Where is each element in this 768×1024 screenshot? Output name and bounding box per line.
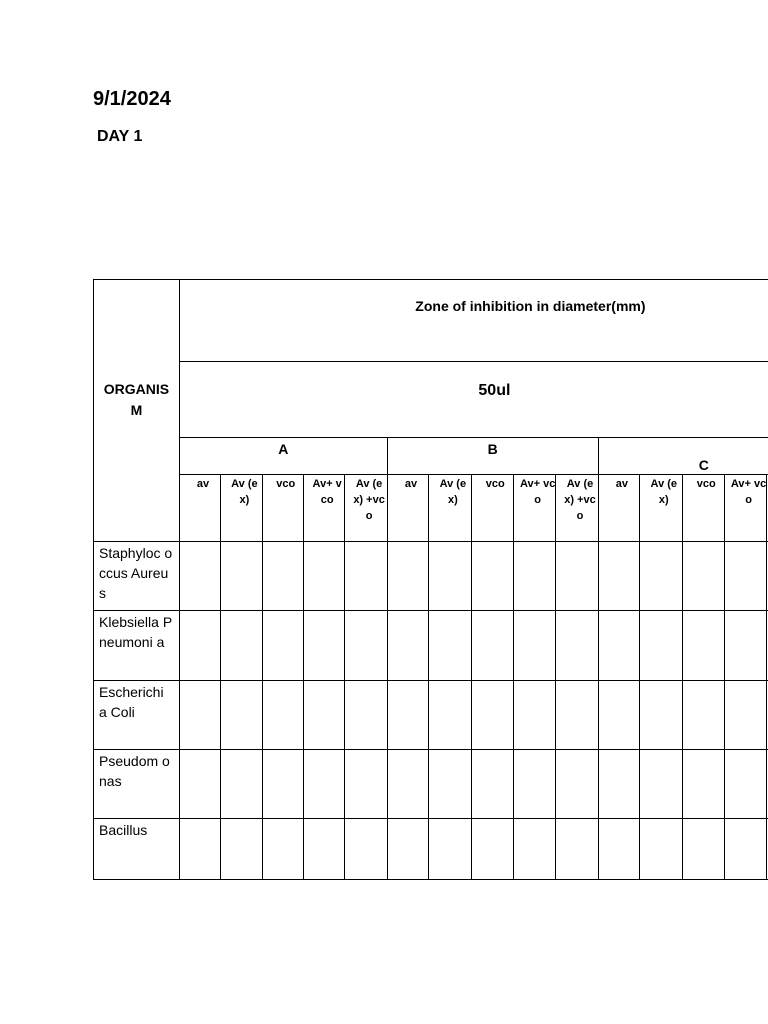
data-cell: [179, 542, 220, 611]
data-cell: [513, 819, 555, 880]
data-cell: [682, 750, 724, 819]
organism-name: Escherichi a Coli: [94, 681, 180, 750]
data-cell: [556, 611, 598, 681]
data-cell: [345, 611, 387, 681]
data-cell: [345, 542, 387, 611]
data-cell: [387, 750, 428, 819]
table-row: [94, 681, 768, 750]
sub-column-header: av: [179, 475, 220, 542]
data-cell: [598, 611, 639, 681]
zone-header: Zone of inhibition in diameter(mm): [179, 280, 768, 362]
organism-name: Bacillus: [94, 819, 180, 880]
data-cell: [262, 819, 303, 880]
table-row: [94, 542, 768, 611]
sub-column-header: Av (ex): [640, 475, 682, 542]
data-cell: [471, 542, 513, 611]
sub-column-header: Av+ vco: [303, 475, 344, 542]
organism-header: ORGANIS M: [94, 280, 180, 542]
data-cell: [724, 542, 766, 611]
sub-column-header: Av (ex) +vc o: [345, 475, 387, 542]
data-cell: [724, 750, 766, 819]
data-cell: [221, 750, 262, 819]
data-cell: [179, 681, 220, 750]
data-cell: [471, 611, 513, 681]
data-cell: [640, 819, 682, 880]
data-cell: [345, 750, 387, 819]
data-cell: [598, 819, 639, 880]
data-cell: [262, 611, 303, 681]
document-date: 9/1/2024: [93, 88, 171, 110]
sub-column-header: vco: [262, 475, 303, 542]
data-cell: [640, 611, 682, 681]
inhibition-table: [93, 279, 768, 880]
data-cell: [556, 542, 598, 611]
data-cell: [471, 681, 513, 750]
data-cell: [429, 819, 471, 880]
data-cell: [303, 750, 344, 819]
table-row: [94, 819, 768, 880]
data-cell: [221, 681, 262, 750]
data-cell: [471, 819, 513, 880]
sub-column-header: Av+ vco: [513, 475, 555, 542]
data-cell: [345, 819, 387, 880]
data-cell: [682, 542, 724, 611]
data-cell: [179, 819, 220, 880]
organism-name: Pseudom onas: [94, 750, 180, 819]
data-cell: [303, 611, 344, 681]
data-cell: [640, 681, 682, 750]
organism-name: Staphyloc occus Aureus: [94, 542, 180, 611]
group-header-c: C: [598, 438, 768, 475]
data-cell: [387, 819, 428, 880]
data-cell: [387, 542, 428, 611]
sub-column-header: Av+ vco: [724, 475, 766, 542]
sub-column-header: av: [598, 475, 639, 542]
data-cell: [387, 611, 428, 681]
data-cell: [682, 819, 724, 880]
data-cell: [429, 750, 471, 819]
data-cell: [303, 819, 344, 880]
data-cell: [262, 681, 303, 750]
data-cell: [303, 542, 344, 611]
data-cell: [429, 611, 471, 681]
group-header-a: A: [179, 438, 387, 475]
data-cell: [429, 681, 471, 750]
data-cell: [724, 819, 766, 880]
sub-column-header: Av (ex): [221, 475, 262, 542]
table-row: [94, 750, 768, 819]
data-cell: [640, 542, 682, 611]
data-cell: [471, 750, 513, 819]
data-cell: [179, 611, 220, 681]
data-cell: [513, 681, 555, 750]
data-cell: [303, 681, 344, 750]
sub-column-header: Av (ex): [429, 475, 471, 542]
data-cell: [345, 681, 387, 750]
sub-column-header: vco: [682, 475, 724, 542]
data-cell: [387, 681, 428, 750]
group-header-b: B: [387, 438, 598, 475]
organism-name: Klebsiella Pneumoni a: [94, 611, 180, 681]
document-day: DAY 1: [97, 128, 143, 145]
data-cell: [598, 681, 639, 750]
sub-column-header: av: [387, 475, 428, 542]
data-cell: [556, 750, 598, 819]
data-cell: [262, 750, 303, 819]
volume-header: 50ul: [179, 362, 768, 438]
data-cell: [724, 611, 766, 681]
data-cell: [429, 542, 471, 611]
data-cell: [221, 819, 262, 880]
data-cell: [640, 750, 682, 819]
sub-column-header: vco: [471, 475, 513, 542]
sub-column-header: Av (ex) +vco: [556, 475, 598, 542]
data-cell: [598, 750, 639, 819]
data-cell: [682, 681, 724, 750]
data-cell: [221, 611, 262, 681]
data-cell: [724, 681, 766, 750]
data-cell: [598, 542, 639, 611]
data-cell: [556, 819, 598, 880]
data-cell: [262, 542, 303, 611]
data-cell: [513, 750, 555, 819]
data-cell: [513, 611, 555, 681]
data-cell: [513, 542, 555, 611]
data-cell: [179, 750, 220, 819]
table-row: [94, 611, 768, 681]
data-cell: [556, 681, 598, 750]
data-cell: [221, 542, 262, 611]
data-cell: [682, 611, 724, 681]
